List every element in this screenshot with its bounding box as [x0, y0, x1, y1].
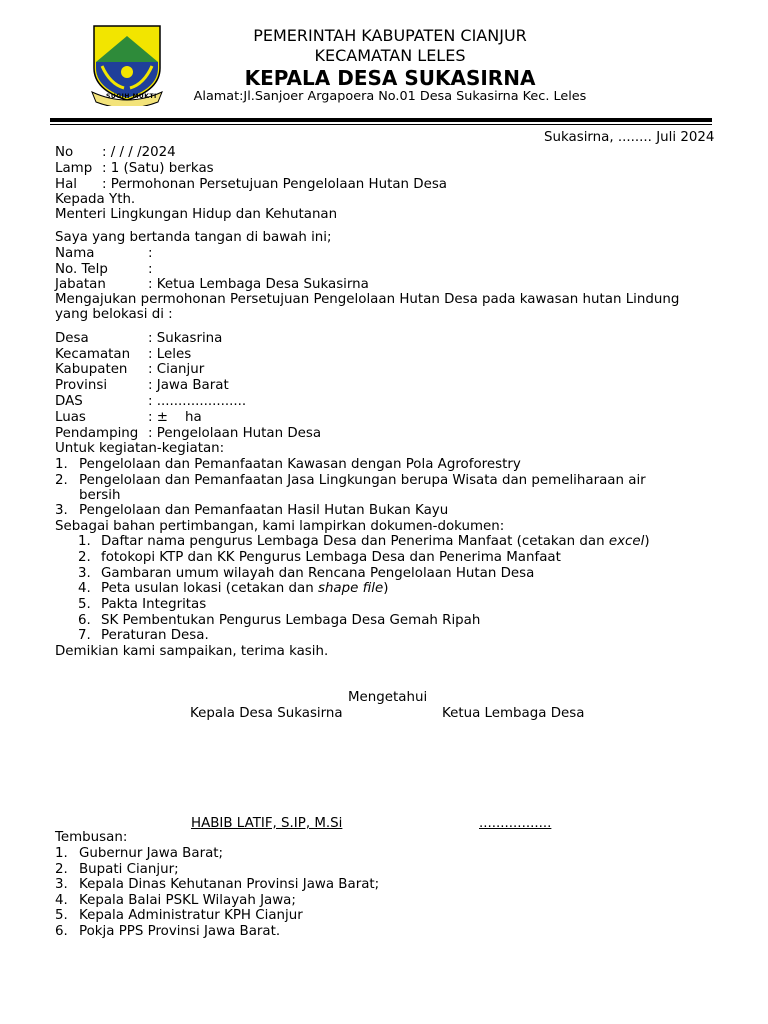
activity-text: Pengelolaan dan Pemanfaatan Kawasan dengan Pola Agroforestry [79, 457, 521, 472]
attachment-item [78, 613, 758, 629]
meta-hal-label: Hal [55, 177, 77, 192]
list-number: 2. [78, 550, 91, 565]
list-number: 5. [78, 597, 91, 612]
meta-no-label: No [55, 145, 74, 160]
cc-text: Gubernur Jawa Barat; [79, 846, 224, 861]
cc-item [55, 862, 735, 878]
signer-label: No. Telp [55, 262, 108, 277]
attachment-tail: ) [644, 534, 650, 549]
attachment-text: fotokopi KTP dan KK Pengurus Lembaga Desa dan Penerima Manfaat [101, 550, 561, 565]
cc-text: Pokja PPS Provinsi Jawa Barat. [79, 924, 281, 939]
attachment-emphasis: excel [608, 534, 645, 549]
letterhead-address: Alamat:Jl.Sanjoer Argapoera No.01 Desa Sukasirna Kec. Leles [193, 89, 587, 104]
meta-kepada: Kepada Yth. [55, 192, 136, 207]
header-rule-thin [50, 124, 712, 125]
location-label: Provinsi [55, 378, 108, 393]
location-value: : Jawa Barat [148, 378, 229, 393]
activity-item [55, 457, 735, 473]
list-number: 3. [78, 566, 91, 581]
activity-text: Pengelolaan dan Pemanfaatan Hasil Hutan Bukan Kayu [79, 503, 449, 518]
list-number: 1. [55, 457, 68, 472]
location-row [55, 347, 735, 363]
cc-item [55, 924, 735, 940]
list-number: 5. [55, 908, 68, 923]
location-label: Kecamatan [55, 347, 131, 362]
signer-row [55, 277, 735, 293]
left-signatory-title: Kepala Desa Sukasirna [190, 706, 343, 721]
mengetahui-label: Mengetahui [348, 690, 428, 705]
meta-lamp-label: Lamp [55, 161, 93, 176]
list-number: 2. [55, 473, 68, 488]
attachment-item [78, 597, 758, 613]
location-label: Pendamping [55, 426, 139, 441]
attachment-item [78, 566, 758, 582]
activity-item [55, 503, 735, 519]
attachment-item [78, 628, 758, 644]
right-signatory-name: ................. [479, 816, 552, 831]
cc-item [55, 893, 735, 909]
meta-recipient: Menteri Lingkungan Hidup dan Kehutanan [55, 207, 338, 222]
attachment-text: Pakta Integritas [101, 597, 207, 612]
attachments-heading: Sebagai bahan pertimbangan, kami lampirkan dokumen-dokumen: [55, 519, 505, 534]
cc-text: Kepala Dinas Kehutanan Provinsi Jawa Barat; [79, 877, 380, 892]
cc-text: Kepala Administratur KPH Cianjur [79, 908, 303, 923]
letter-date: Sukasirna, ........ Juli 2024 [544, 130, 715, 145]
activity-text-cont: bersih [79, 488, 121, 503]
location-row [55, 378, 735, 394]
activities-heading: Untuk kegiatan-kegiatan: [55, 441, 225, 456]
list-number: 3. [55, 877, 68, 892]
list-number: 7. [78, 628, 91, 643]
attachment-item [78, 534, 758, 550]
intro-text: Saya yang bertanda tangan di bawah ini; [55, 230, 332, 245]
location-value: : Cianjur [148, 362, 205, 377]
list-number: 6. [55, 924, 68, 939]
location-label: Kabupaten [55, 362, 128, 377]
list-number: 2. [55, 862, 68, 877]
list-number: 3. [55, 503, 68, 518]
left-signatory-name: HABIB LATIF, S.IP, M.Si [191, 816, 343, 831]
location-row [55, 426, 735, 442]
request-text-cont: yang belokasi di : [55, 307, 173, 322]
signer-value: : [148, 262, 153, 277]
letterhead-government: PEMERINTAH KABUPATEN CIANJUR [253, 26, 527, 45]
location-value: : Pengelolaan Hutan Desa [148, 426, 322, 441]
signer-row [55, 246, 735, 262]
location-row [55, 331, 735, 347]
location-value: : ± ha [148, 410, 202, 425]
attachment-text: Gambaran umum wilayah dan Rencana Pengelolaan Hutan Desa [101, 566, 535, 581]
location-row [55, 362, 735, 378]
activity-item [55, 473, 735, 489]
list-number: 6. [78, 613, 91, 628]
meta-no-value: : / / / /2024 [102, 145, 176, 160]
letterhead-district: KECAMATAN LELES [314, 46, 466, 65]
attachment-text: SK Pembentukan Pengurus Lembaga Desa Gemah Ripah [101, 613, 481, 628]
location-row [55, 410, 735, 426]
location-label: DAS [55, 394, 83, 409]
location-label: Desa [55, 331, 89, 346]
location-row [55, 394, 735, 410]
cc-item [55, 877, 735, 893]
signer-value: : Ketua Lembaga Desa Sukasirna [148, 277, 369, 292]
signer-value: : [148, 246, 153, 261]
list-number: 4. [55, 893, 68, 908]
signer-label: Nama [55, 246, 95, 261]
signer-row [55, 262, 735, 278]
cc-item [55, 846, 735, 862]
header-rule-thick [50, 118, 712, 122]
cc-text: Kepala Balai PSKL Wilayah Jawa; [79, 893, 296, 908]
request-text: Mengajukan permohonan Persetujuan Pengelolaan Hutan Desa pada kawasan hutan Lindung [55, 292, 680, 307]
cc-item [55, 908, 735, 924]
list-number: 1. [78, 534, 91, 549]
letterhead-office: KEPALA DESA SUKASIRNA [244, 66, 536, 90]
attachment-emphasis: shape file [317, 581, 384, 596]
logo-motto: SUGIH MUKTI [106, 93, 157, 100]
attachment-tail: ) [383, 581, 389, 596]
cc-text: Bupati Cianjur; [79, 862, 179, 877]
signer-label: Jabatan [55, 277, 106, 292]
attachment-text: Peta usulan lokasi (cetakan dan [101, 581, 318, 596]
attachment-text: Daftar nama pengurus Lembaga Desa dan Penerima Manfaat (cetakan dan [101, 534, 609, 549]
attachment-item [78, 550, 758, 566]
location-label: Luas [55, 410, 86, 425]
attachment-item [78, 581, 758, 597]
meta-hal-value: : Permohonan Persetujuan Pengelolaan Hutan Desa [102, 177, 448, 192]
cc-heading: Tembusan: [55, 830, 128, 845]
closing-text: Demikian kami sampaikan, terima kasih. [55, 644, 329, 659]
attachment-text: Peraturan Desa. [101, 628, 209, 643]
location-value: : Sukasrina [148, 331, 223, 346]
meta-lamp-value: : 1 (Satu) berkas [102, 161, 214, 176]
list-number: 1. [55, 846, 68, 861]
right-signatory-title: Ketua Lembaga Desa [442, 706, 585, 721]
location-value: : ..................... [148, 394, 247, 409]
activity-text: Pengelolaan dan Pemanfaatan Jasa Lingkungan berupa Wisata dan pemeliharaan air [79, 473, 646, 488]
list-number: 4. [78, 581, 91, 596]
location-value: : Leles [148, 347, 192, 362]
